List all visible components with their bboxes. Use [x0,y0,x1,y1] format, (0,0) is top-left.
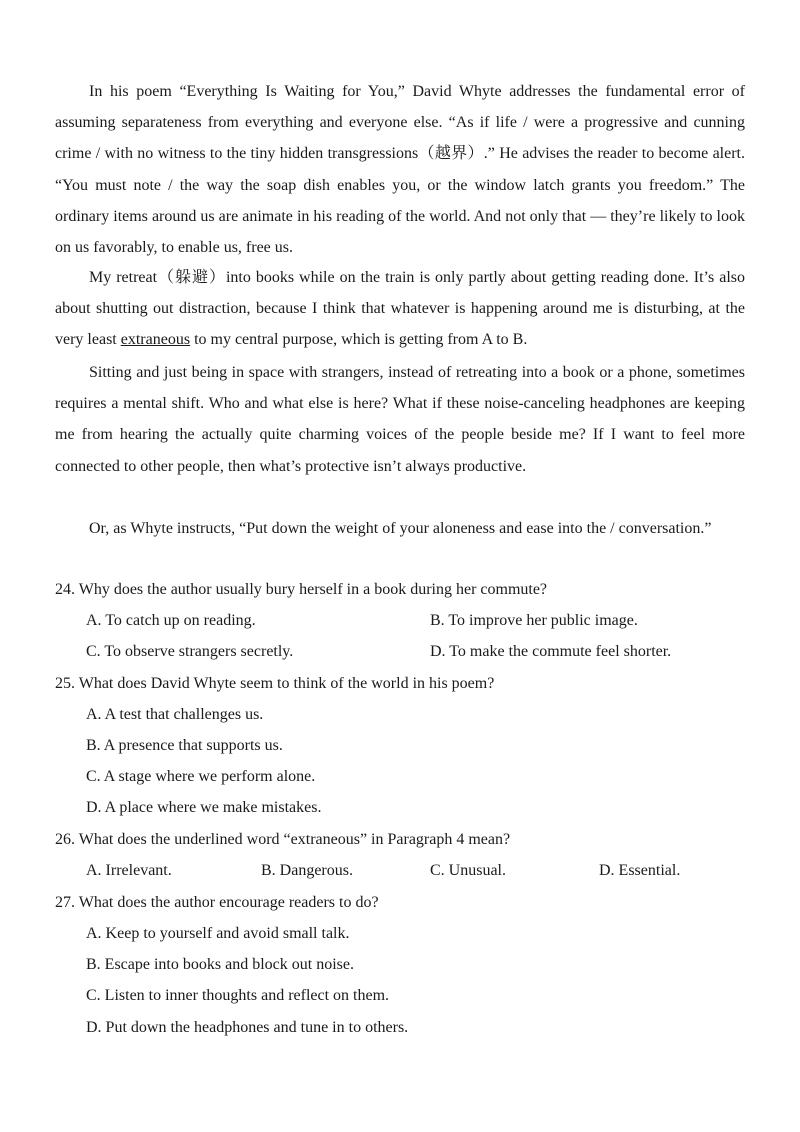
question-27-option-c[interactable]: C. Listen to inner thoughts and reflect on them. [86,987,390,1004]
paragraph-text: to my central purpose, which is getting from A to B. [190,331,528,349]
question-25-option-b[interactable]: B. A presence that supports us. [86,737,283,754]
question-24-stem: 24. Why does the author usually bury herself in a book during her commute? [55,581,548,598]
question-26-option-d[interactable]: D. Essential. [599,862,681,879]
question-24-option-d[interactable]: D. To make the commute feel shorter. [430,643,672,660]
passage-paragraph-4 [55,513,745,544]
paragraph-text: In his poem “Everything Is Waiting for You,” David Whyte addresses the fundamental error of assuming separateness from everything and everyone else. “As if life / were a progressive and cunning crime / with no witness to the tiny hidden transgressions（越界）.” He advises the reader to become alert. “You must note / the way the soap dish enables you, or the window latch grants you freedom.” The ordinary items around us are animate in his reading of the world. And not only that — they’re likely to look on us favorably, to enable us, free us. [55,83,745,257]
question-25-option-a[interactable]: A. A test that challenges us. [86,706,264,723]
passage-paragraph-2 [55,262,745,356]
question-26-option-b[interactable]: B. Dangerous. [261,862,353,879]
question-27-option-d[interactable]: D. Put down the headphones and tune in to others. [86,1019,409,1036]
question-27-option-b[interactable]: B. Escape into books and block out noise. [86,956,354,973]
question-26-option-c[interactable]: C. Unusual. [430,862,506,879]
passage-paragraph-1 [55,76,745,263]
passage-paragraph-3 [55,357,745,482]
question-27-stem: 27. What does the author encourage readers to do? [55,894,379,911]
paragraph-text: Or, as Whyte instructs, “Put down the weight of your aloneness and ease into the / conversation.” [89,520,712,537]
question-26-option-a[interactable]: A. Irrelevant. [86,862,172,879]
question-25-stem: 25. What does David Whyte seem to think of the world in his poem? [55,675,495,692]
question-24-option-a[interactable]: A. To catch up on reading. [86,612,256,629]
question-24-option-b[interactable]: B. To improve her public image. [430,612,638,629]
question-25-option-d[interactable]: D. A place where we make mistakes. [86,799,322,816]
underlined-word: extraneous [120,331,191,349]
question-24-option-c[interactable]: C. To observe strangers secretly. [86,643,294,660]
paragraph-text: My retreat（躲避）into books while on the train is only partly about getting reading done. It’s also about shutting out distraction, because I think that whatever is happening around me is disturbing, at the very least [55,269,745,349]
question-26-stem: 26. What does the underlined word “extraneous” in Paragraph 4 mean? [55,831,511,848]
question-27-option-a[interactable]: A. Keep to yourself and avoid small talk. [86,925,350,942]
paragraph-text: Sitting and just being in space with strangers, instead of retreating into a book or a phone, sometimes requires a mental shift. Who and what else is here? What if these noise-canceling headphones are keeping me from hearing the actually quite charming voices of the people beside me? If I want to feel more connected to other people, then what’s protective isn’t always productive. [55,364,745,475]
question-25-option-c[interactable]: C. A stage where we perform alone. [86,768,316,785]
